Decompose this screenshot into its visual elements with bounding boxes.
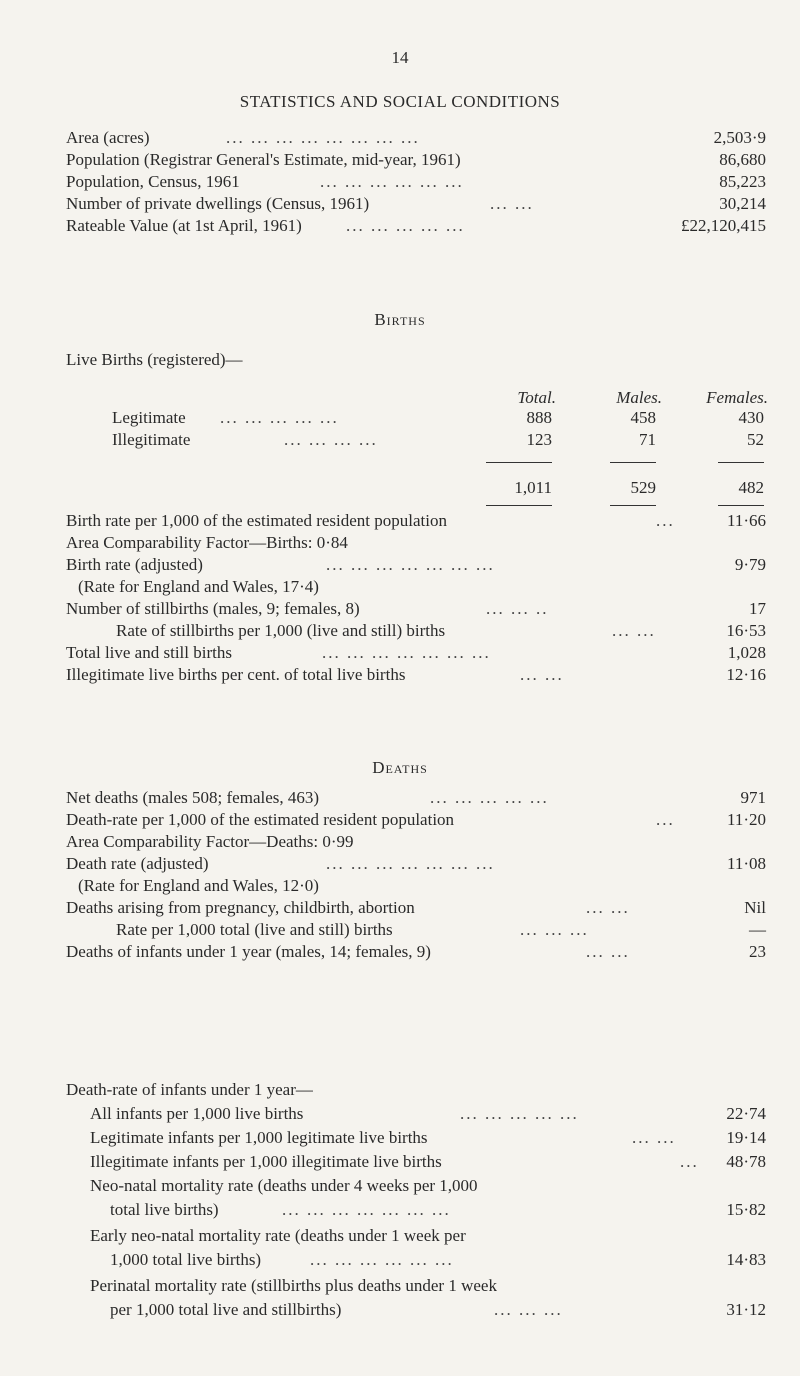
leader-dots: ... ... ... bbox=[494, 1300, 563, 1319]
deaths-stat-label: Area Comparability Factor—Deaths: 0·99 bbox=[66, 832, 354, 851]
deaths-stat-value: 23 bbox=[749, 942, 766, 961]
births-stat-label: Total live and still births bbox=[66, 643, 232, 662]
leader-dots: ... ... ... ... ... bbox=[430, 788, 549, 807]
leader-dots: ... ... ... ... ... bbox=[220, 408, 339, 427]
cell-females: 52 bbox=[747, 430, 764, 449]
general-stat-value: £22,120,415 bbox=[681, 216, 766, 235]
deaths-stat-value: — bbox=[749, 920, 766, 939]
births-stat-row bbox=[78, 577, 766, 597]
cell-total: 123 bbox=[526, 430, 552, 449]
births-stat-label: Birth rate per 1,000 of the estimated resident population bbox=[66, 511, 447, 530]
general-stat-value: 30,214 bbox=[719, 194, 766, 213]
leader-dots: ... ... bbox=[586, 898, 630, 917]
table-row bbox=[112, 430, 772, 450]
births-stat-value: 1,028 bbox=[727, 643, 766, 662]
general-stat-value: 86,680 bbox=[719, 150, 766, 169]
infant-stat-row bbox=[90, 1104, 766, 1124]
leader-dots: ... ... ... ... ... bbox=[346, 216, 465, 235]
total-sum: 1,011 bbox=[514, 478, 552, 497]
deaths-stat-row bbox=[116, 920, 766, 940]
row-label: Legitimate bbox=[112, 408, 186, 427]
deaths-stat-label: Death-rate per 1,000 of the estimated resident population bbox=[66, 810, 455, 829]
births-heading: Births bbox=[374, 310, 426, 329]
leader-dots: ... bbox=[656, 511, 675, 530]
neo-natal-value: 15·82 bbox=[726, 1200, 766, 1219]
general-stat-row bbox=[66, 194, 766, 214]
infant-stat-row bbox=[90, 1128, 766, 1148]
early-neo-natal-row bbox=[110, 1250, 766, 1270]
neo-natal-label-line1: Neo-natal mortality rate (deaths under 4 weeks per 1,000 bbox=[90, 1176, 478, 1195]
leader-dots: ... ... bbox=[612, 621, 656, 640]
births-stat-row bbox=[66, 511, 766, 531]
infant-death-rate-heading: Death-rate of infants under 1 year— bbox=[66, 1080, 313, 1099]
births-stat-row bbox=[66, 533, 766, 553]
deaths-heading: Deaths bbox=[372, 758, 428, 777]
general-stat-label: Population, Census, 1961 bbox=[66, 172, 240, 191]
perinatal-value: 31·12 bbox=[726, 1300, 766, 1319]
leader-dots: ... bbox=[656, 810, 675, 829]
general-stat-label: Population (Registrar General's Estimate, mid-year, 1961) bbox=[66, 150, 461, 169]
leader-dots: ... ... bbox=[632, 1128, 676, 1147]
deaths-stat-row bbox=[66, 942, 766, 962]
deaths-stat-row bbox=[66, 810, 766, 830]
males-rule-bottom bbox=[610, 505, 656, 506]
deaths-stat-value: Nil bbox=[744, 898, 766, 917]
deaths-stat-value: 971 bbox=[740, 788, 766, 807]
page-title: STATISTICS AND SOCIAL CONDITIONS bbox=[239, 92, 561, 111]
births-stat-row bbox=[116, 621, 766, 641]
general-stat-row bbox=[66, 150, 766, 170]
deaths-stat-label: Deaths of infants under 1 year (males, 14; females, 9) bbox=[66, 942, 431, 961]
births-stat-row bbox=[66, 555, 766, 575]
leader-dots: ... ... ... ... ... ... ... bbox=[282, 1200, 451, 1219]
leader-dots: ... ... bbox=[490, 194, 534, 213]
infant-stat-label: Legitimate infants per 1,000 legitimate live births bbox=[90, 1128, 428, 1147]
leader-dots: ... ... ... ... ... ... ... bbox=[322, 643, 491, 662]
births-stat-label: Area Comparability Factor—Births: 0·84 bbox=[66, 533, 348, 552]
column-header-males: Males. bbox=[616, 388, 662, 407]
females-rule-top bbox=[718, 462, 764, 463]
deaths-stat-row bbox=[66, 854, 766, 874]
general-stat-label: Rateable Value (at 1st April, 1961) bbox=[66, 216, 302, 235]
deaths-stat-row bbox=[78, 876, 766, 896]
births-stat-label: (Rate for England and Wales, 17·4) bbox=[78, 577, 319, 596]
births-stat-value: 12·16 bbox=[726, 665, 766, 684]
leader-dots: ... ... ... ... ... ... bbox=[320, 172, 464, 191]
leader-dots: ... ... ... ... ... bbox=[460, 1104, 579, 1123]
column-header-females: Females. bbox=[706, 388, 768, 407]
general-stat-row bbox=[66, 172, 766, 192]
deaths-stat-label: Deaths arising from pregnancy, childbirth, abortion bbox=[66, 898, 415, 917]
early-neo-natal-label-line2: 1,000 total live births) bbox=[110, 1250, 262, 1269]
perinatal-label-line2: per 1,000 total live and stillbirths) bbox=[110, 1300, 342, 1319]
perinatal-row bbox=[110, 1300, 766, 1320]
leader-dots: ... ... ... ... ... ... bbox=[310, 1250, 454, 1269]
infant-stat-label: Illegitimate infants per 1,000 illegitimate live births bbox=[90, 1152, 442, 1171]
neo-natal-label-line2: total live births) bbox=[110, 1200, 219, 1219]
leader-dots: ... ... ... ... ... ... ... bbox=[326, 854, 495, 873]
deaths-stat-label: Net deaths (males 508; females, 463) bbox=[66, 788, 320, 807]
general-stat-value: 85,223 bbox=[719, 172, 766, 191]
row-label: Illegitimate bbox=[112, 430, 191, 449]
early-neo-natal-value: 14·83 bbox=[726, 1250, 766, 1269]
males-rule-top bbox=[610, 462, 656, 463]
births-stat-value: 17 bbox=[749, 599, 766, 618]
females-sum: 482 bbox=[738, 478, 764, 497]
females-rule-bottom bbox=[718, 505, 764, 506]
births-stat-row bbox=[66, 599, 766, 619]
deaths-stat-value: 11·20 bbox=[726, 810, 766, 829]
births-stat-value: 16·53 bbox=[726, 621, 766, 640]
general-stat-value: 2,503·9 bbox=[713, 128, 766, 147]
general-stat-row bbox=[66, 216, 766, 236]
leader-dots: ... ... bbox=[586, 942, 630, 961]
leader-dots: ... ... .. bbox=[486, 599, 549, 618]
deaths-stat-row bbox=[66, 898, 766, 918]
infant-stat-value: 19·14 bbox=[726, 1128, 766, 1147]
births-stat-row bbox=[66, 643, 766, 663]
general-stat-label: Area (acres) bbox=[66, 128, 150, 147]
leader-dots: ... ... ... ... ... ... ... bbox=[326, 555, 495, 574]
leader-dots: ... ... ... bbox=[520, 920, 589, 939]
deaths-stat-value: 11·08 bbox=[726, 854, 766, 873]
births-stat-value: 11·66 bbox=[726, 511, 766, 530]
general-stat-row bbox=[66, 128, 766, 148]
total-rule-top bbox=[486, 462, 552, 463]
infant-stat-label: All infants per 1,000 live births bbox=[90, 1104, 304, 1123]
page-number: 14 bbox=[391, 48, 409, 67]
deaths-stat-label: (Rate for England and Wales, 12·0) bbox=[78, 876, 319, 895]
neo-natal-row bbox=[110, 1200, 766, 1220]
cell-males: 458 bbox=[630, 408, 656, 427]
column-header-total: Total. bbox=[517, 388, 556, 407]
infant-stat-value: 22·74 bbox=[726, 1104, 766, 1123]
leader-dots: ... ... ... ... bbox=[284, 430, 378, 449]
cell-total: 888 bbox=[526, 408, 552, 427]
births-stat-label: Illegitimate live births per cent. of total live births bbox=[66, 665, 406, 684]
births-stat-row bbox=[66, 665, 766, 685]
leader-dots: ... bbox=[680, 1152, 699, 1171]
births-stat-value: 9·79 bbox=[734, 555, 766, 574]
births-stat-label: Birth rate (adjusted) bbox=[66, 555, 203, 574]
deaths-stat-row bbox=[66, 832, 766, 852]
perinatal-label-line1: Perinatal mortality rate (stillbirths plus deaths under 1 week bbox=[90, 1276, 497, 1295]
leader-dots: ... ... ... ... ... ... ... ... bbox=[226, 128, 420, 147]
births-stat-label: Number of stillbirths (males, 9; females, 8) bbox=[66, 599, 360, 618]
cell-females: 430 bbox=[738, 408, 764, 427]
births-stat-label: Rate of stillbirths per 1,000 (live and still) births bbox=[116, 621, 446, 640]
males-sum: 529 bbox=[630, 478, 656, 497]
leader-dots: ... ... bbox=[520, 665, 564, 684]
deaths-stat-label: Death rate (adjusted) bbox=[66, 854, 209, 873]
total-rule-bottom bbox=[486, 505, 552, 506]
early-neo-natal-label-line1: Early neo-natal mortality rate (deaths under 1 week per bbox=[90, 1226, 466, 1245]
general-stat-label: Number of private dwellings (Census, 1961) bbox=[66, 194, 370, 213]
table-row bbox=[112, 408, 772, 428]
live-births-label: Live Births (registered)— bbox=[66, 350, 243, 369]
deaths-stat-label: Rate per 1,000 total (live and still) births bbox=[116, 920, 393, 939]
cell-males: 71 bbox=[639, 430, 656, 449]
deaths-stat-row bbox=[66, 788, 766, 808]
infant-stat-value: 48·78 bbox=[726, 1152, 766, 1171]
infant-stat-row bbox=[90, 1152, 766, 1172]
